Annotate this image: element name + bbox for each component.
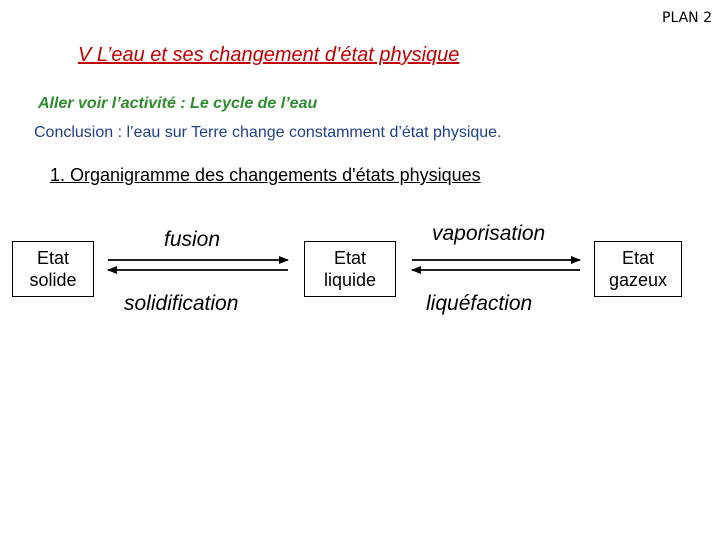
- solidification-label: solidification: [124, 292, 239, 315]
- liquefaction-label: liquéfaction: [426, 292, 533, 315]
- state-liquid-box: [304, 241, 396, 297]
- state-solid-line2: solide: [29, 270, 77, 290]
- state-solid-box: [12, 241, 94, 297]
- conclusion-text: Conclusion : l’eau sur Terre change constamment d’état physique.: [34, 124, 502, 141]
- state-gas-line2: gazeux: [608, 270, 668, 290]
- section-title: 1. Organigramme des changements d'états physiques: [50, 165, 481, 185]
- page-title: V L’eau et ses changement d’état physique: [78, 44, 460, 66]
- fusion-label: fusion: [164, 228, 221, 251]
- state-liquid-line1: Etat: [333, 248, 367, 268]
- state-gas-line1: Etat: [621, 248, 655, 268]
- vaporisation-label: vaporisation: [432, 222, 546, 245]
- state-gas-box: [594, 241, 682, 297]
- plan-label: PLAN 2: [662, 10, 712, 26]
- state-liquid-line2: liquide: [323, 270, 377, 290]
- activity-instruction: Aller voir l’activité : Le cycle de l’eau: [38, 95, 318, 112]
- state-solid-line1: Etat: [36, 248, 70, 268]
